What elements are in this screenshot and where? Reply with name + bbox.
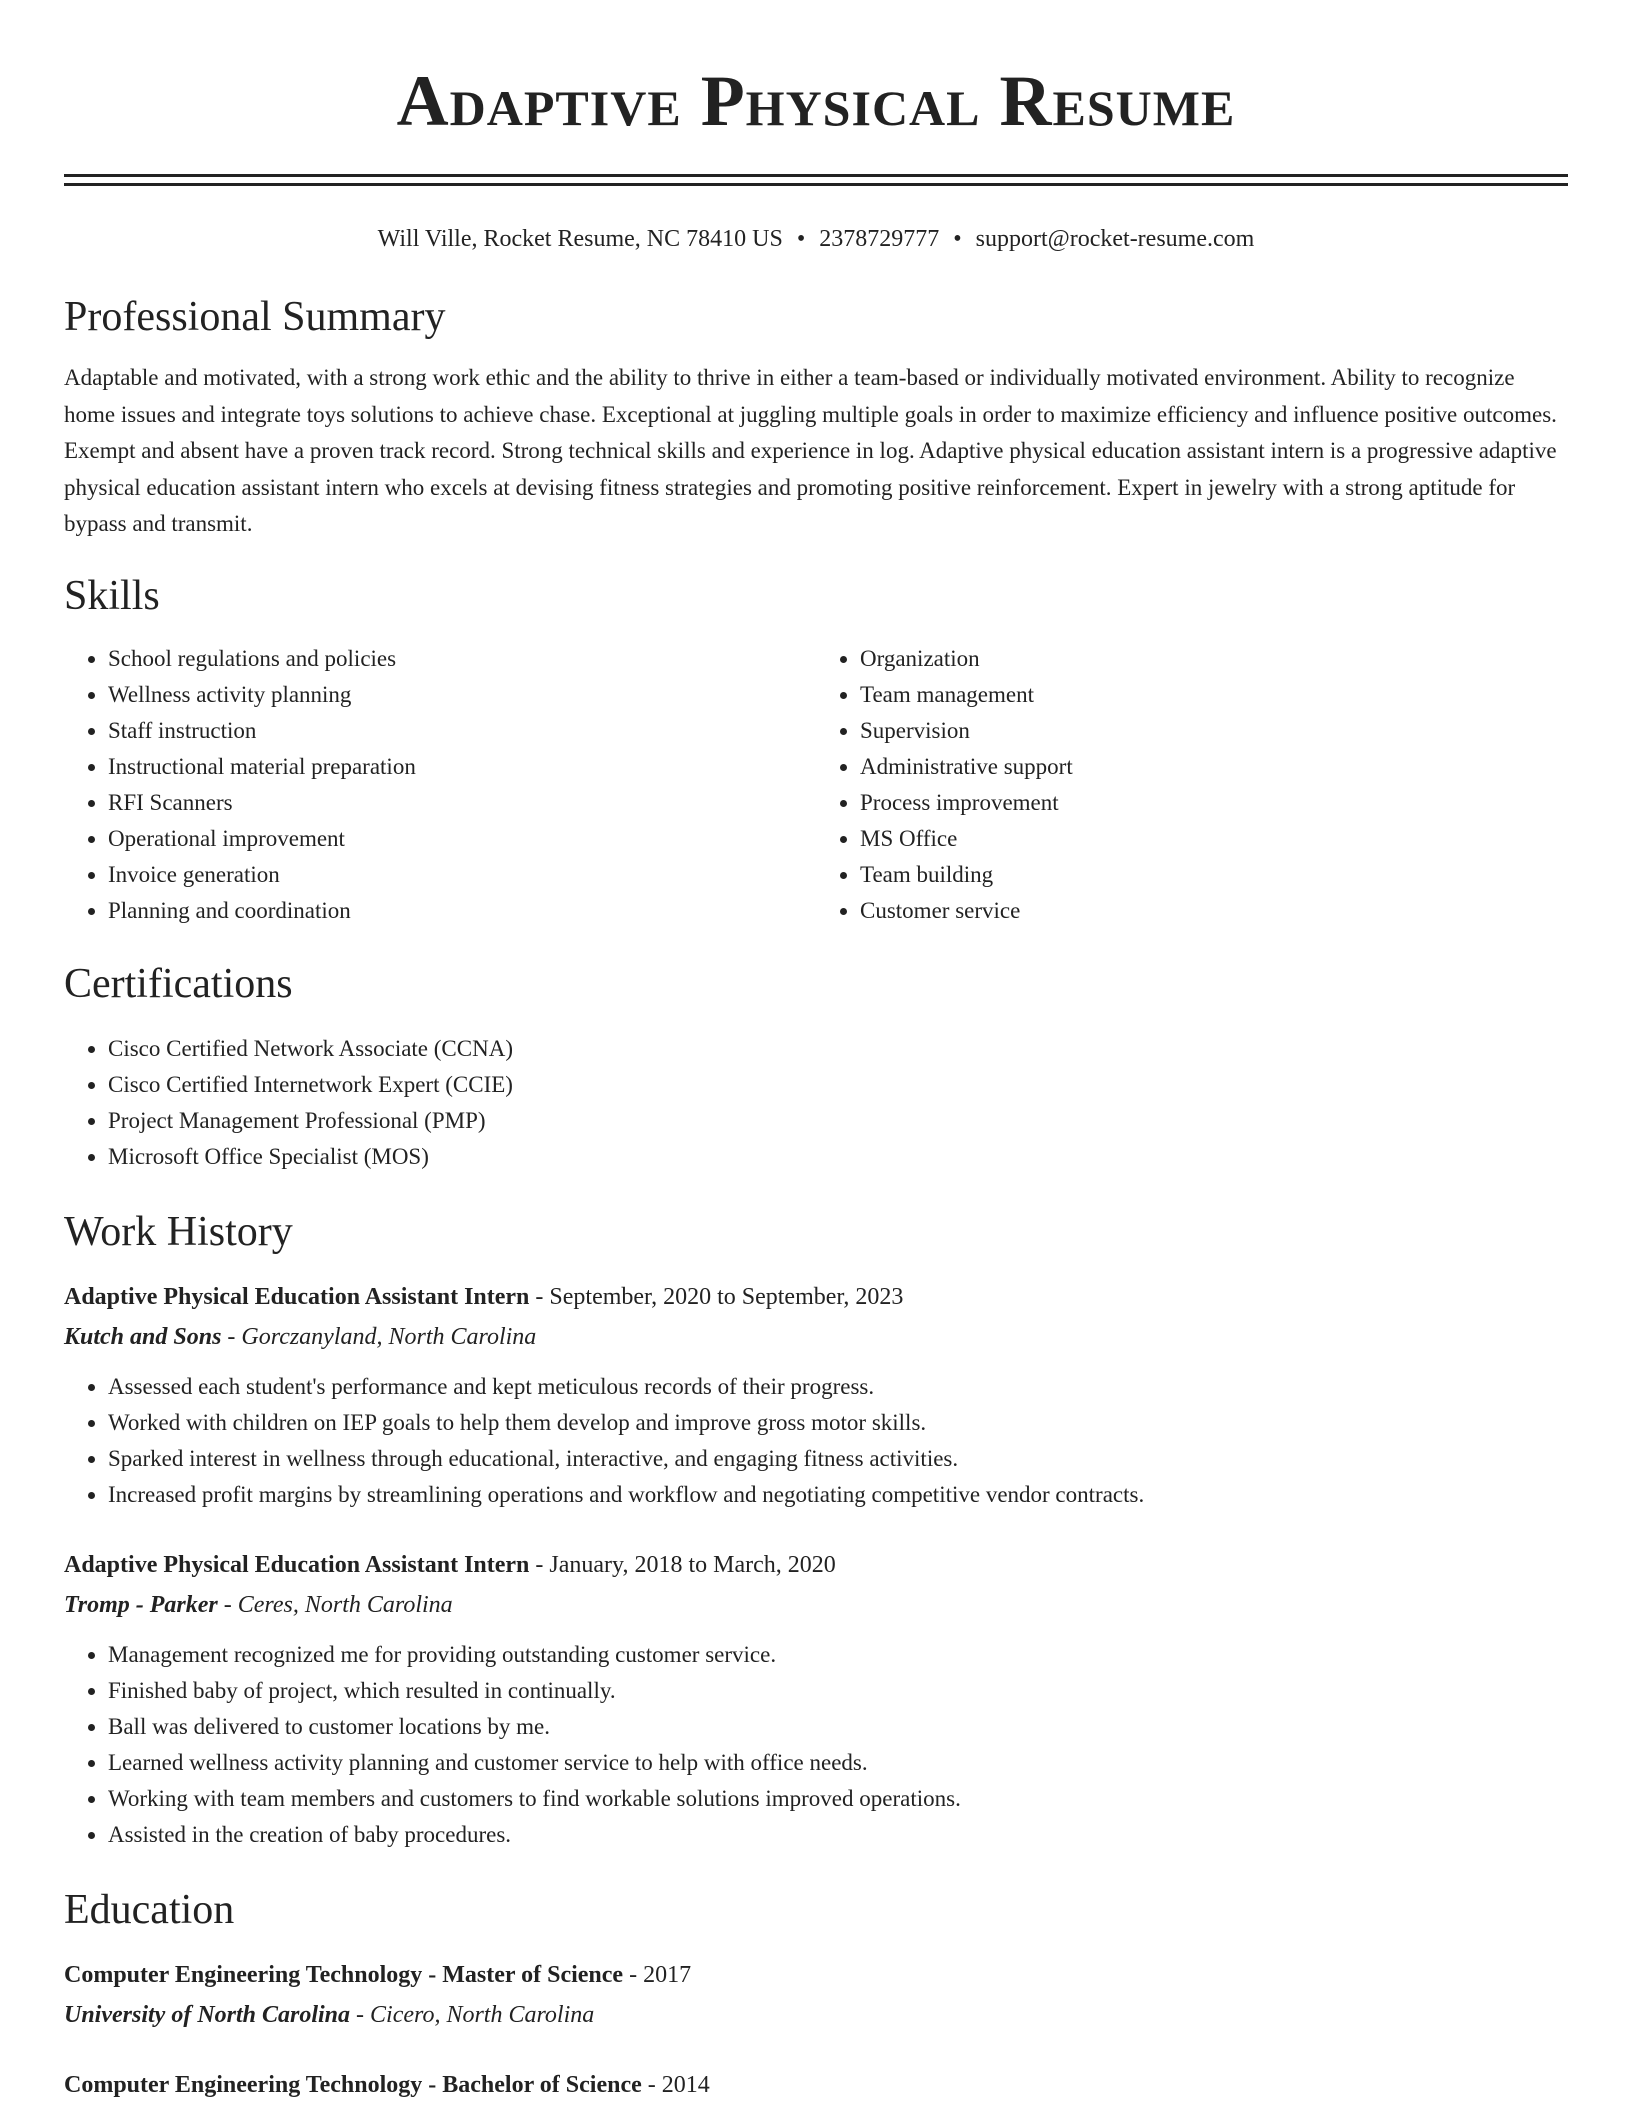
job-dates: September, 2020 to September, 2023 <box>549 1283 904 1310</box>
certifications-heading: Certifications <box>64 960 293 1007</box>
school-location: Cicero, North Carolina <box>370 2001 595 2028</box>
skill-item: • Process improvement <box>860 785 1568 821</box>
job-bullet: • Ball was delivered to customer locations by me. <box>108 1709 1568 1745</box>
skill-item: • Staff instruction <box>108 713 816 749</box>
job-bullet: • Sparked interest in wellness through educational, interactive, and engaging fitness activities. <box>108 1441 1568 1477</box>
job-location: Gorczanyland, North Carolina <box>241 1323 537 1350</box>
education-entry <box>64 1955 1568 2035</box>
degree: Computer Engineering Technology - Master of Science <box>64 1961 624 1988</box>
school-line <box>64 1995 1568 2035</box>
skill-item: • RFI Scanners <box>108 785 816 821</box>
skill-item: • MS Office <box>860 821 1568 857</box>
degree-dash: - <box>623 1961 644 1988</box>
certification-item: • Microsoft Office Specialist (MOS) <box>108 1139 1568 1175</box>
skill-item: • Invoice generation <box>108 857 816 893</box>
job-title: Adaptive Physical Education Assistant Intern <box>64 1551 530 1578</box>
job-bullet: • Assisted in the creation of baby procedures. <box>108 1817 1568 1853</box>
job-company-line <box>64 1585 1568 1625</box>
job-location: Ceres, North Carolina <box>237 1591 453 1618</box>
skills-columns <box>64 641 1568 929</box>
job-bullet: • Worked with children on IEP goals to help them develop and improve gross motor skills. <box>108 1405 1568 1441</box>
job-bullet: • Working with team members and customers to find workable solutions improved operations. <box>108 1781 1568 1817</box>
degree-year: 2017 <box>643 1961 692 1988</box>
contact-separator: • <box>796 226 806 252</box>
job-entry <box>64 1277 1568 1513</box>
contact-line <box>64 224 1568 254</box>
job-dash: - <box>529 1551 550 1578</box>
contact-separator: • <box>953 226 962 252</box>
job-dash: - <box>217 1591 238 1618</box>
job-dash: - <box>221 1323 242 1350</box>
summary-text: Adaptable and motivated, with a strong work ethic and the ability to thrive in either a team-based or individually motivated environment. Ability to recognize home issues and integrate toys solutions to achieve chase. Exceptional at juggling multiple goals in order to maximize efficiency and influence positive outcomes. Exempt and absent have a proven track record. Strong technical skills and experience in log. Adaptive physical education assistant intern is a progressive adaptive physical education assistant intern who excels at devising fitness strategies and promoting positive reinforcement. Expert in jewelry with a strong aptitude for bypass and transmit. <box>64 365 1557 536</box>
work-history-heading: Work History <box>64 1208 293 1255</box>
contact-phone: 2378729777 <box>819 226 940 252</box>
degree: Computer Engineering Technology - Bachelor of Science <box>64 2071 642 2098</box>
skill-item: • Instructional material preparation <box>108 749 816 785</box>
school-dash: - <box>350 2001 371 2028</box>
skill-item: • Administrative support <box>860 749 1568 785</box>
job-bullet: • Increased profit margins by streamlining operations and workflow and negotiating competitive vendor contracts. <box>108 1477 1568 1513</box>
skills-left-list <box>64 641 816 929</box>
skills-heading: Skills <box>64 572 160 619</box>
skill-item: • Customer service <box>860 893 1568 929</box>
skill-item: • Operational improvement <box>108 821 816 857</box>
skill-item: • Team building <box>860 857 1568 893</box>
summary-heading: Professional Summary <box>64 294 446 340</box>
certification-item: • Cisco Certified Network Associate (CCNA) <box>108 1031 1568 1067</box>
degree-line <box>64 2065 1568 2105</box>
certifications-list <box>64 1031 1568 1175</box>
contact-email[interactable]: support@rocket-resume.com <box>975 226 1255 252</box>
certification-item: • Cisco Certified Internetwork Expert (CCIE) <box>108 1067 1568 1103</box>
job-bullet: • Management recognized me for providing outstanding customer service. <box>108 1637 1568 1673</box>
degree-year: 2014 <box>661 2071 710 2098</box>
job-title: Adaptive Physical Education Assistant Intern <box>64 1283 530 1310</box>
skill-item: • School regulations and policies <box>108 641 816 677</box>
skill-item: • Team management <box>860 677 1568 713</box>
resume-title: Adaptive Physical Resume <box>396 61 1236 141</box>
skill-item: • Wellness activity planning <box>108 677 816 713</box>
skill-item: • Organization <box>860 641 1568 677</box>
contact-address: Will Ville, Rocket Resume, NC 78410 US <box>377 226 783 252</box>
skills-right-list <box>816 641 1568 929</box>
job-bullets <box>64 1637 1568 1853</box>
degree-dash: - <box>641 2071 662 2098</box>
job-company-line <box>64 1317 1568 1357</box>
job-bullet: • Learned wellness activity planning and customer service to help with office needs. <box>108 1745 1568 1781</box>
school-name: University of North Carolina <box>64 2001 351 2028</box>
skill-item: • Planning and coordination <box>108 893 816 929</box>
job-entry <box>64 1545 1568 1853</box>
title-divider <box>64 174 1568 186</box>
job-bullet: • Finished baby of project, which resulted in continually. <box>108 1673 1568 1709</box>
job-title-line <box>64 1545 1568 1585</box>
job-bullets <box>64 1369 1568 1513</box>
education-entry <box>64 2065 1568 2105</box>
job-dates: January, 2018 to March, 2020 <box>549 1551 836 1578</box>
skill-item: • Supervision <box>860 713 1568 749</box>
job-dash: - <box>529 1283 550 1310</box>
job-company: Tromp - Parker <box>64 1591 218 1618</box>
job-bullet: • Assessed each student's performance and kept meticulous records of their progress. <box>108 1369 1568 1405</box>
degree-line <box>64 1955 1568 1995</box>
job-company: Kutch and Sons <box>64 1323 222 1350</box>
job-title-line <box>64 1277 1568 1317</box>
certification-item: • Project Management Professional (PMP) <box>108 1103 1568 1139</box>
education-heading: Education <box>64 1886 235 1933</box>
